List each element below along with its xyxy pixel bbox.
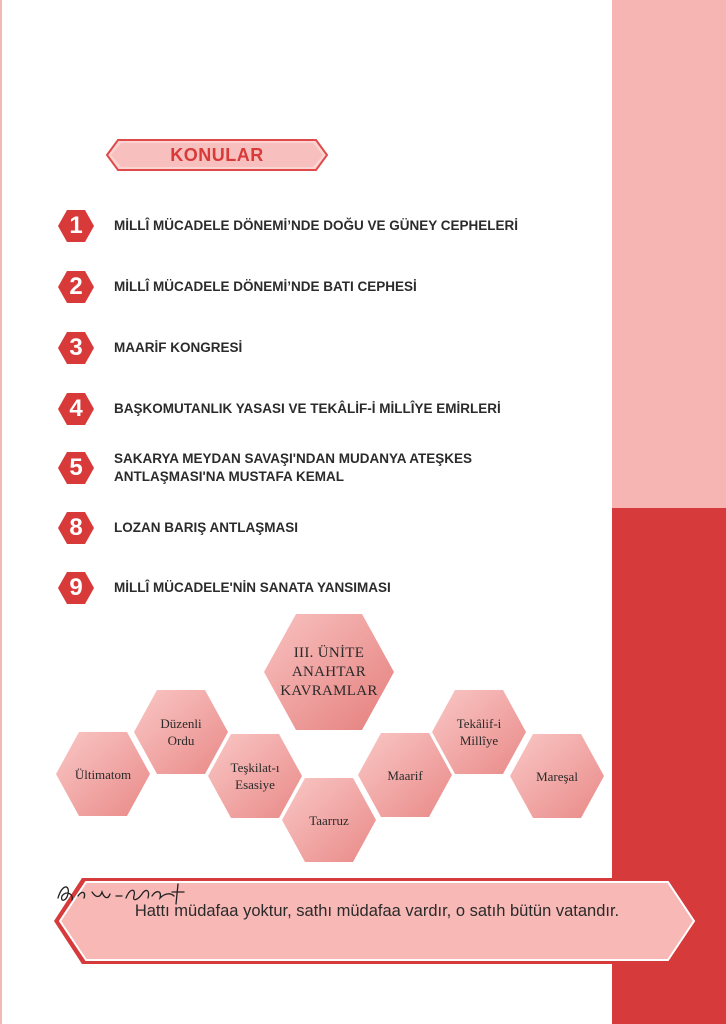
right-band-light [612,0,726,508]
topic-number: 3 [69,334,83,361]
quote-banner [52,876,702,966]
topic-number: 4 [69,395,83,422]
topic-title: SAKARYA MEYDAN SAVAŞI'NDAN MUDANYA ATEŞKES ANTLAŞMASI'NA MUSTAFA KEMAL [114,451,473,484]
concept-label: Düzenli Ordu [160,716,202,748]
topic-title: LOZAN BARIŞ ANTLAŞMASI [114,520,298,535]
concept-label: Ültimatom [74,766,132,782]
key-concepts-hex [264,614,394,730]
signature-image [52,876,192,908]
concept-label: Maarif [387,767,423,783]
topic-number-badge [58,450,94,486]
concept-label: Teşkilat-ı Esasiye [230,760,280,792]
section-heading-label: KONULAR [170,145,264,165]
topic-number-badge [58,510,94,546]
topic-number: 2 [69,273,83,300]
quote-text: Hattı müdafaa yoktur, sathı müdafaa vardır, o satıh bütün vatandır. [134,902,620,920]
concept-hex [56,732,150,816]
topic-title: MİLLÎ MÜCADELE DÖNEMİ’NDE BATI CEPHESİ [114,279,417,294]
topic-number-badge [58,570,94,606]
topic-title: MAARİF KONGRESİ [114,340,243,355]
section-heading [104,138,330,172]
left-border-line [0,0,2,1024]
topic-number: 9 [69,574,83,601]
concept-hex [510,734,604,818]
topic-number-badge [58,330,94,366]
topic-title: MİLLÎ MÜCADELE DÖNEMİ’NDE DOĞU VE GÜNEY CEPHELERİ [114,218,519,233]
topic-number-badge [58,208,94,244]
topic-title: MİLLÎ MÜCADELE'NİN SANATA YANSIMASI [114,580,391,595]
topic-number: 8 [69,514,83,541]
concept-label: Mareşal [536,768,578,784]
concept-label: Tekâlif-i Millîye [456,716,502,748]
topic-number: 1 [69,212,83,239]
concept-label: Taarruz [309,812,349,828]
key-concepts-title: III. ÜNİTE ANAHTAR KAVRAMLAR [280,644,378,699]
topic-title: BAŞKOMUTANLIK YASASI VE TEKÂLİF-İ MİLLÎYE EMİRLERİ [114,401,501,416]
topic-number: 5 [69,454,83,481]
topic-number-badge [58,269,94,305]
topic-number-badge [58,391,94,427]
